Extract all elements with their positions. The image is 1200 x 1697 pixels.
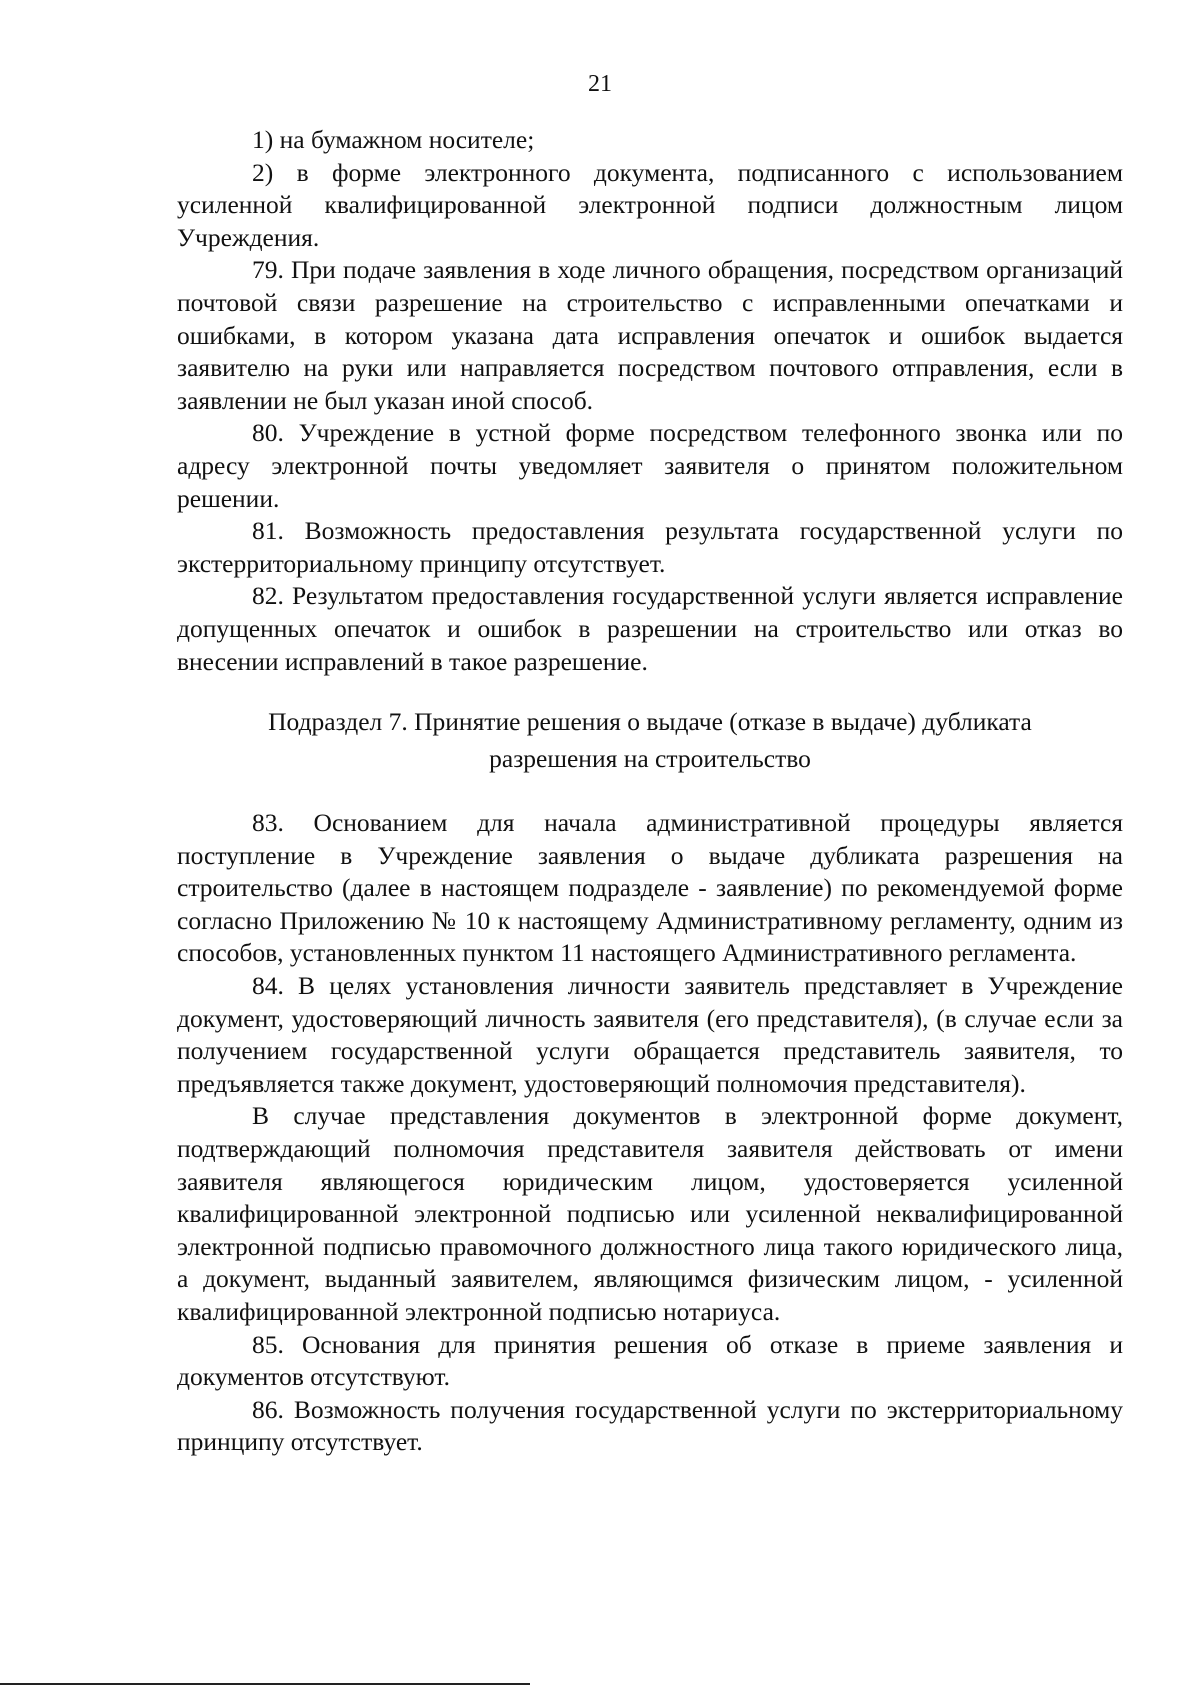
section-heading — [177, 703, 1123, 777]
paragraph-85: 85. Основания для принятия решения об отказе в приеме заявления и документов отсутствуют. — [177, 1329, 1123, 1392]
document-body — [177, 124, 1123, 1459]
paragraph-84-continuation: В случае представления документов в электронной форме документ, подтверждающий полномочия представителя заявителя действовать от имени заявителя являющегося юридическим лицом, удостоверяется усиленной квалифицированной электронной подписью или усиленной неквалифицированной электронной подписью правомочного должностного лица такого юридического лица, а документ, выданный заявителем, являющимся физическим лицом, - усиленной квалифицированной электронной подписью нотариуса. — [177, 1101, 1123, 1326]
page-number: 21 — [588, 71, 612, 97]
bottom-divider — [0, 1683, 530, 1685]
paragraph-84: 84. В целях установления личности заявитель представляет в Учреждение документ, удостоверяющий личность заявителя (его представителя), (в случае если за получением государственной услуги обращается представитель заявителя, то предъявляется также документ, удостоверяющий полномочия представителя). — [177, 971, 1123, 1098]
paragraph-86: 86. Возможность получения государственной услуги по экстерриториальному принципу отсутствует. — [177, 1394, 1123, 1457]
paragraph-item-1: 1) на бумажном носителе; — [252, 125, 535, 154]
paragraph-81: 81. Возможность предоставления результата государственной услуги по экстерриториальному принципу отсутствует. — [177, 516, 1123, 578]
paragraph-80: 80. Учреждение в устной форме посредством телефонного звонка или по адресу электронной почты уведомляет заявителя о принятом положительном решении. — [177, 418, 1123, 513]
section-heading-line-2: разрешения на строительство — [489, 744, 811, 774]
paragraph-79: 79. При подаче заявления в ходе личного обращения, посредством организаций почтовой связи разрешение на строительство с исправленными опечатками и ошибками, в котором указана дата исправления опечаток и ошибок выдается заявителю на руки или направляется посредством почтового отправления, если в заявлении не был указан иной способ. — [177, 255, 1123, 415]
paragraph-82: 82. Результатом предоставления государственной услуги является исправление допущенных опечаток и ошибок в разрешении на строительство или отказ во внесении исправлений в такое разрешение. — [177, 581, 1123, 676]
paragraph-item-2: 2) в форме электронного документа, подписанного с использованием усиленной квалифицированной электронной подписи должностным лицом Учреждения. — [177, 157, 1123, 252]
section-heading-line-1: Подраздел 7. Принятие решения о выдаче (отказе в выдаче) дубликата — [268, 707, 1032, 737]
paragraph-83: 83. Основанием для начала административной процедуры является поступление в Учреждение заявления о выдаче дубликата разрешения на строительство (далее в настоящем подразделе - заявление) по рекомендуемой форме согласно Приложению № 10 к настоящему Административному регламенту, одним из способов, установленных пунктом 11 настоящего Административного регламента. — [177, 808, 1123, 968]
